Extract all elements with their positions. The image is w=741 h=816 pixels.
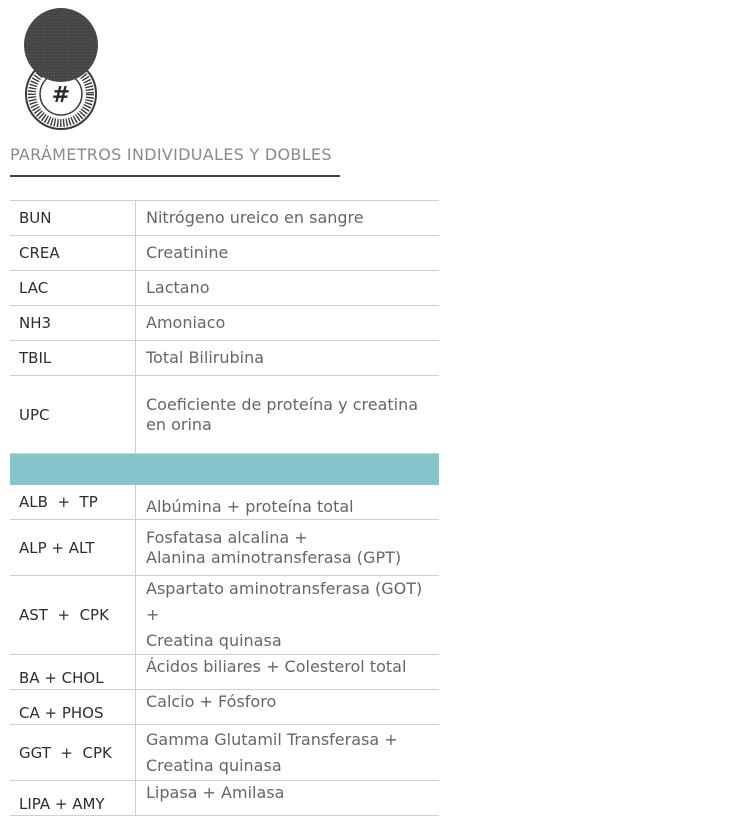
table-row	[10, 236, 439, 271]
svg-text:#: #	[51, 83, 71, 108]
param-code: ALP + ALT	[10, 520, 136, 576]
param-description	[136, 520, 440, 576]
table-row	[10, 690, 439, 725]
param-description: Calcio + Fósforo	[136, 690, 440, 725]
param-code: CREA	[10, 236, 136, 271]
param-description: Lactano	[136, 271, 440, 306]
param-description-line: Gamma Glutamil Transferasa +	[146, 729, 398, 749]
param-description-line: Fosfatasa alcalina +	[146, 527, 308, 547]
table-row	[10, 781, 439, 816]
param-code: LIPA + AMY	[10, 781, 136, 816]
param-description-line: Alanina aminotransferasa (GPT)	[146, 547, 402, 567]
param-code: GGT + CPK	[10, 725, 136, 781]
table-row	[10, 306, 439, 341]
table-row	[10, 655, 439, 690]
param-description: Lipasa + Amilasa	[136, 781, 440, 816]
param-description: Amoniaco	[136, 306, 440, 341]
param-description-line: en orina	[146, 414, 212, 434]
section-title: PARÁMETROS INDIVIDUALES Y DOBLES	[10, 145, 332, 164]
param-code: NH3	[10, 306, 136, 341]
table-row	[10, 341, 439, 376]
param-description: Total Bilirubina	[136, 341, 440, 376]
param-description-line: Aspartato aminotransferasa (GOT) +	[146, 579, 423, 624]
table-row	[10, 725, 439, 781]
param-code: BUN	[10, 201, 136, 236]
param-code: LAC	[10, 271, 136, 306]
param-description	[136, 576, 440, 655]
hash-badge-icon	[20, 8, 102, 132]
param-description-line: Coeficiente de proteína y creatina	[146, 394, 419, 414]
table-row	[10, 520, 439, 576]
param-description: Nitrógeno ureico en sangre	[136, 201, 440, 236]
table-row	[10, 576, 439, 655]
param-description	[136, 725, 440, 781]
param-code: UPC	[10, 376, 136, 454]
param-description: Ácidos biliares + Colesterol total	[136, 655, 440, 690]
param-description: Creatinine	[136, 236, 440, 271]
param-code: TBIL	[10, 341, 136, 376]
table-row	[10, 201, 439, 236]
param-description-line: Creatina quinasa	[146, 631, 282, 650]
param-description	[136, 376, 440, 454]
table-row	[10, 271, 439, 306]
param-code: BA + CHOL	[10, 655, 136, 690]
param-description-line: Creatina quinasa	[146, 755, 282, 775]
title-underline	[10, 175, 340, 177]
param-code: ALB + TP	[10, 485, 136, 520]
param-code: CA + PHOS	[10, 690, 136, 725]
parameters-table	[10, 200, 439, 816]
param-description: Albúmina + proteína total	[136, 485, 440, 520]
table-row	[10, 485, 439, 520]
section-separator	[10, 454, 439, 485]
table-row	[10, 376, 439, 454]
param-code: AST + CPK	[10, 576, 136, 655]
